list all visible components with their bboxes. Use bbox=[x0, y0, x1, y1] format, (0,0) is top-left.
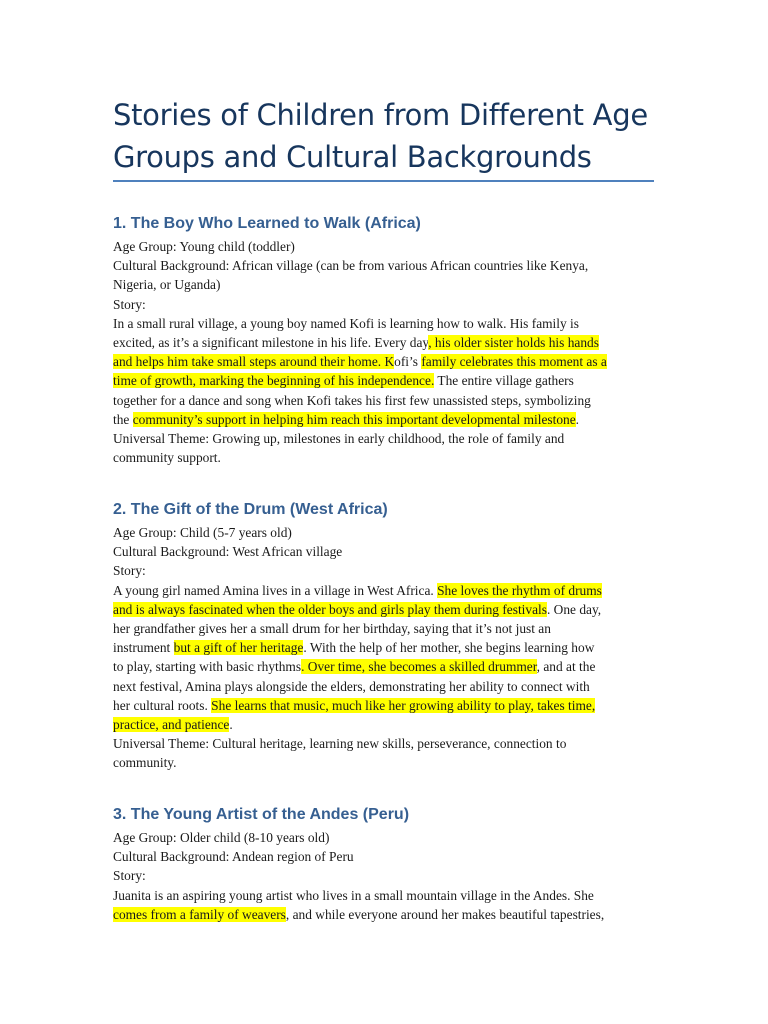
text-line bbox=[113, 448, 658, 467]
text-line bbox=[113, 561, 658, 580]
text-run: A young girl named Amina lives in a village in West Africa. bbox=[113, 582, 438, 598]
text-line bbox=[113, 734, 658, 753]
section-gift-of-the-drum bbox=[113, 499, 658, 773]
text-line bbox=[113, 581, 658, 600]
text-line bbox=[113, 333, 658, 352]
section-heading: 3. The Young Artist of the Andes (Peru) bbox=[113, 806, 410, 823]
highlighted-text: She loves the rhythm of drums bbox=[437, 582, 602, 598]
text-line bbox=[113, 314, 658, 333]
text-run: Universal Theme: Growing up, milestones in early childhood, the role of family and bbox=[113, 431, 565, 447]
text-run: Juanita is an aspiring young artist who lives in a small mountain village in the Andes. She bbox=[113, 887, 594, 903]
section-body bbox=[113, 237, 658, 467]
highlighted-text: family celebrates this moment as a bbox=[421, 354, 607, 370]
highlighted-text: , his older sister holds his hands bbox=[428, 335, 599, 351]
highlighted-text: community’s support in helping him reach this important developmental milestone bbox=[132, 411, 576, 427]
text-run: Cultural Background: West African village bbox=[113, 544, 343, 560]
title-line-1: Stories of Children from Different Age bbox=[113, 98, 648, 132]
text-line bbox=[113, 371, 658, 390]
text-line bbox=[113, 715, 658, 734]
section-body bbox=[113, 523, 658, 773]
text-run: . bbox=[575, 411, 580, 427]
highlighted-text: but a gift of her heritage bbox=[173, 640, 304, 656]
text-line bbox=[113, 600, 658, 619]
text-run: , and while everyone around her makes beautiful tapestries, bbox=[285, 906, 605, 922]
text-run: the bbox=[113, 411, 133, 427]
highlighted-text: . Over time, she becomes a skilled drummer bbox=[301, 659, 537, 675]
text-line bbox=[113, 352, 658, 371]
text-run: , and at the bbox=[536, 659, 596, 675]
text-run: . With the help of her mother, she begins learning how bbox=[303, 640, 595, 656]
text-run: Age Group: Child (5-7 years old) bbox=[113, 525, 292, 540]
section-heading: 2. The Gift of the Drum (West Africa) bbox=[113, 501, 388, 518]
text-run: The entire village gathers bbox=[434, 373, 574, 389]
text-run: Cultural Background: Andean region of Peru bbox=[113, 849, 354, 865]
text-line bbox=[113, 523, 658, 542]
text-run: Age Group: Young child (toddler) bbox=[113, 239, 295, 254]
text-line bbox=[113, 657, 658, 676]
text-run: together for a dance and song when Kofi takes his first few unassisted steps, symbolizing bbox=[113, 392, 591, 408]
text-run: . One day, bbox=[546, 601, 602, 617]
text-line bbox=[113, 410, 658, 429]
section-boy-who-learned-to-walk bbox=[113, 213, 658, 467]
text-run: Age Group: Older child (8-10 years old) bbox=[113, 830, 330, 845]
section-heading: 1. The Boy Who Learned to Walk (Africa) bbox=[113, 215, 421, 232]
text-run: Story: bbox=[113, 868, 146, 884]
text-run: . bbox=[229, 717, 233, 733]
text-line bbox=[113, 619, 658, 638]
text-run: Universal Theme: Cultural heritage, learning new skills, perseverance, connection to bbox=[113, 736, 567, 752]
text-run: instrument bbox=[113, 640, 174, 656]
text-line bbox=[113, 866, 658, 885]
section-young-artist-of-the-andes bbox=[113, 804, 658, 924]
text-run: Cultural Background: African village (can be from various African countries like Kenya, bbox=[113, 258, 589, 274]
text-line bbox=[113, 295, 658, 314]
text-run: In a small rural village, a young boy named Kofi is learning how to walk. His family is bbox=[113, 315, 579, 331]
title-underline bbox=[113, 180, 654, 182]
text-line bbox=[113, 753, 658, 772]
title-line-2: Groups and Cultural Backgrounds bbox=[113, 140, 592, 174]
text-line bbox=[113, 542, 658, 561]
text-line bbox=[113, 696, 658, 715]
highlighted-text: She learns that music, much like her growing ability to play, takes time, bbox=[211, 697, 596, 713]
highlighted-text: practice, and patience bbox=[113, 717, 230, 733]
highlighted-text: and is always fascinated when the older boys and girls play them during festivals bbox=[113, 601, 547, 617]
document-title bbox=[113, 94, 658, 178]
text-line bbox=[113, 391, 658, 410]
text-run: community. bbox=[113, 755, 177, 771]
text-run: to play, starting with basic rhythms bbox=[113, 659, 302, 675]
highlighted-text: time of growth, marking the beginning of his independence. bbox=[113, 373, 435, 389]
text-line bbox=[113, 905, 658, 924]
text-line bbox=[113, 429, 658, 448]
text-line bbox=[113, 847, 658, 866]
text-run: excited, as it’s a significant milestone in his life. Every day bbox=[113, 335, 429, 351]
text-line bbox=[113, 677, 658, 696]
text-line bbox=[113, 275, 658, 294]
text-line bbox=[113, 638, 658, 657]
text-run: community support. bbox=[113, 450, 221, 466]
text-run: her grandfather gives her a small drum for her birthday, saying that it’s not just an bbox=[113, 621, 551, 637]
text-line bbox=[113, 256, 658, 275]
section-body bbox=[113, 828, 658, 924]
text-run: Story: bbox=[113, 563, 146, 579]
text-line bbox=[113, 828, 658, 847]
highlighted-text: comes from a family of weavers bbox=[113, 906, 286, 922]
text-line bbox=[113, 886, 658, 905]
highlighted-text: and helps him take small steps around their home. K bbox=[113, 354, 395, 370]
text-run: her cultural roots. bbox=[113, 697, 212, 713]
text-run: Nigeria, or Uganda) bbox=[113, 277, 221, 293]
text-line bbox=[113, 237, 658, 256]
text-run: Story: bbox=[113, 296, 146, 312]
text-run: ofi’s bbox=[394, 354, 422, 370]
text-run: next festival, Amina plays alongside the elders, demonstrating her ability to connect with bbox=[113, 678, 590, 694]
